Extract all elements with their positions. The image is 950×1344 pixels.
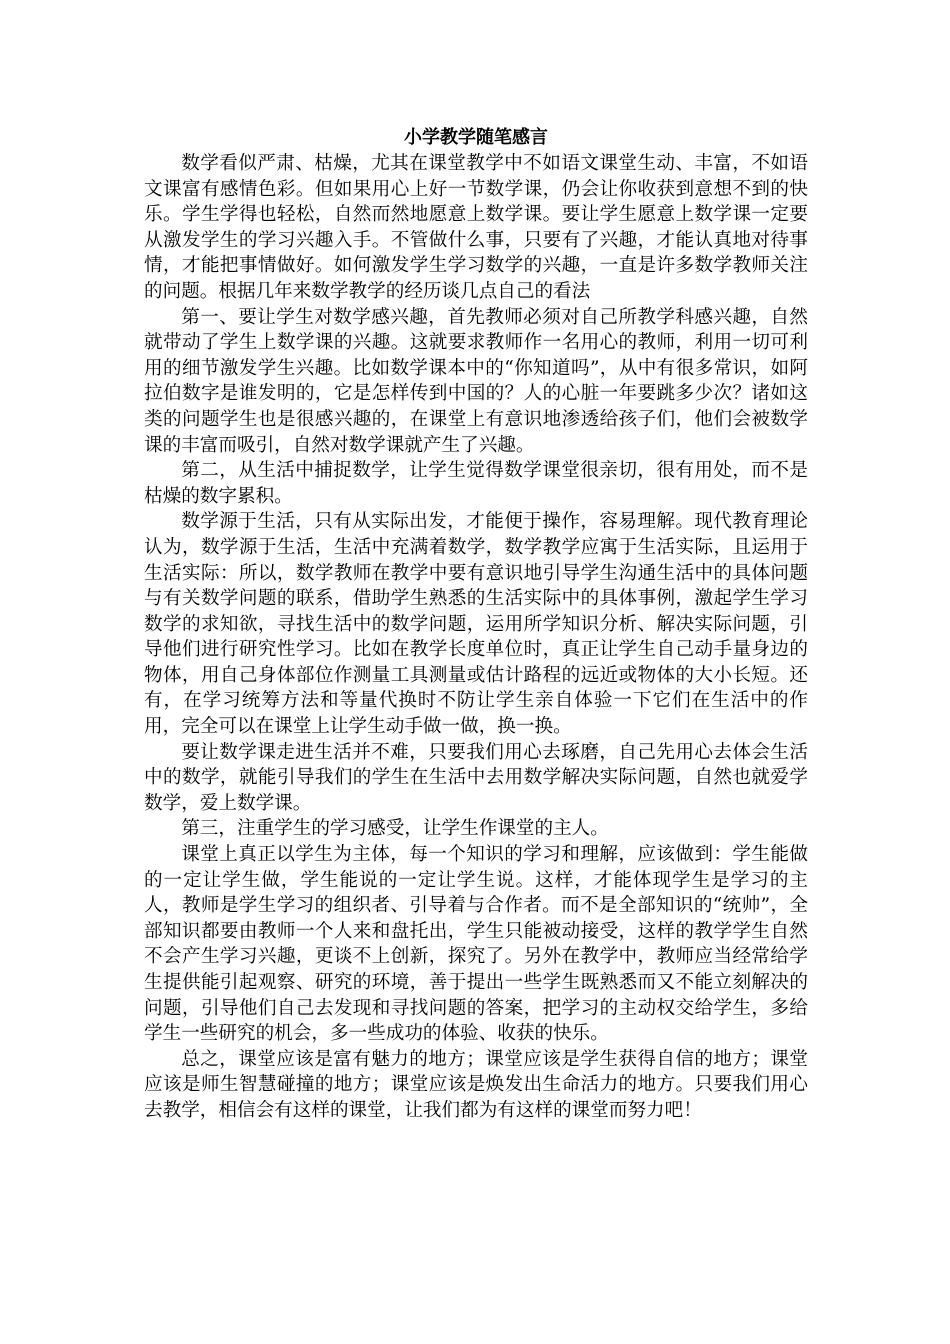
paragraph-intro: 数学看似严肃、枯燥，尤其在课堂教学中不如语文课堂生动、丰富，不如语文课富有感情色彩。但如果用心上好一节数学课，仍会让你收获到意想不到的快乐。学生学得也轻松，自然而然地愿意上数学课。要让学生愿意上数学课一定要从激发学生的学习兴趣入手。不管做什么事，只要有了兴趣，才能认真地对待事情，才能把事情做好。如何激发学生学习数学的兴趣，一直是许多数学教师关注的问题。根据几年来数学教学的经历谈几点自己的看法 <box>144 153 808 302</box>
paragraph-point-three: 第三，注重学生的学习感受，让学生作课堂的主人。 <box>181 818 609 840</box>
document-title: 小学教学随笔感言 <box>404 127 548 148</box>
paragraph-conclusion: 总之，课堂应该是富有魅力的地方；课堂应该是学生获得自信的地方；课堂应该是师生智慧碰撞的地方；课堂应该是焕发出生命活力的地方。只要我们用心去教学，相信会有这样的课堂，让我们都为有这样的课堂而努力吧！ <box>144 1048 808 1121</box>
paragraph-student-centered: 课堂上真正以学生为主体，每一个知识的学习和理解，应该做到：学生能做的一定让学生做，学生能说的一定让学生说。这样，才能体现学生是学习的主人，教师是学生学习的组织者、引导着与合作者。而不是全部知识的“统帅”，全部知识都要由教师一个人来和盘托出，学生只能被动接受，这样的教学学生自然不会产生学习兴趣，更谈不上创新，探究了。另外在教学中，教师应当经常给学生提供能引起观察、研究的环境，善于提出一些学生既熟悉而又不能立刻解决的问题，引导他们自己去发现和寻找问题的答案，把学习的主动权交给学生，多给学生一些研究的机会，多一些成功的体验、收获的快乐。 <box>144 844 808 1045</box>
paragraph-point-two: 第二，从生活中捕捉数学，让学生觉得数学课堂很亲切，很有用处，而不是枯燥的数字累积。 <box>144 460 808 507</box>
paragraph-life-math: 数学源于生活，只有从实际出发，才能便于操作，容易理解。现代教育理论认为，数学源于生活，生活中充满着数学，数学教学应寓于生活实际，且运用于生活实际：所以，数学教师在教学中要有意识地引导学生沟通生活中的具体问题与有关数学问题的联系，借助学生熟悉的生活实际中的具体事例，激起学生学习数学的求知欲，寻找生活中的数学问题，运用所学知识分析、解决实际问题，引导他们进行研究性学习。比如在教学长度单位时，真正让学生自己动手量身边的物体，用自己身体部位作测量工具测量或估计路程的远近或物体的大小长短。还有，在学习统筹方法和等量代换时不防让学生亲自体验一下它们在生活中的作用，完全可以在课堂上让学生动手做一做，换一换。 <box>144 511 808 738</box>
paragraph-point-one: 第一、要让学生对数学感兴趣，首先教师必须对自己所教学科感兴趣，自然就带动了学生上数学课的兴趣。这就要求教师作一名用心的教师，利用一切可利用的细节激发学生兴趣。比如数学课本中的“你知道吗”，从中有很多常识，如阿拉伯数字是谁发明的，它是怎样传到中国的？人的心脏一年要跳多少次？诸如这类的问题学生也是很感兴趣的，在课堂上有意识地渗透给孩子们，他们会被数学课的丰富而吸引，自然对数学课就产生了兴趣。 <box>144 306 808 456</box>
paragraph-life-math-summary: 要让数学课走进生活并不难，只要我们用心去琢磨，自己先用心去体会生活中的数学，就能引导我们的学生在生活中去用数学解决实际问题，自然也就爱学数学，爱上数学课。 <box>144 741 808 814</box>
document-body <box>144 125 808 1124</box>
